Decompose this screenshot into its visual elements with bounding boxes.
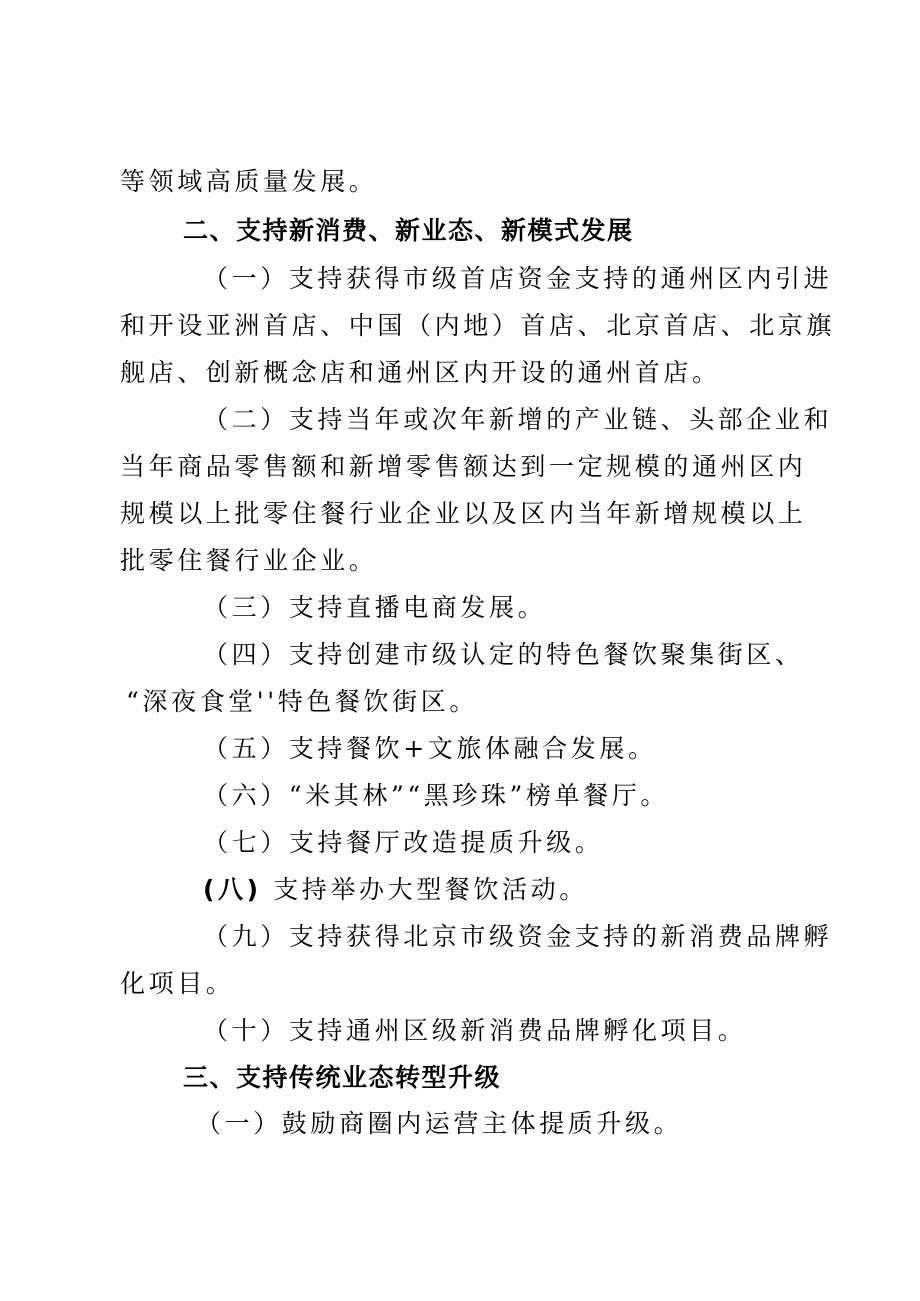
item-1-line-1: （一）支持获得市级首店资金支持的通州区内引进 <box>203 264 833 293</box>
item-2-line-2: 当年商品零售额和新增零售额达到一定规模的通州区内 <box>120 452 807 481</box>
item-9-line-2: 化项目。 <box>120 969 235 998</box>
item-8-text: 支持举办大型餐饮活动。 <box>273 875 588 904</box>
item-6-line-1: （六）“米其林”“黑珍珠”榜单餐厅。 <box>203 781 669 810</box>
item-4-line-1: （四）支持创建市级认定的特色餐饮聚集街区、 <box>203 640 804 669</box>
item-10-line-1: （十）支持通州区级新消费品牌孵化项目。 <box>203 1016 747 1045</box>
item-2-line-3: 规模以上批零住餐行业企业以及区内当年新增规模以上 <box>120 499 807 528</box>
item-3-line-1: （三）支持直播电商发展。 <box>203 593 547 622</box>
item-2-line-1: （二）支持当年或次年新增的产业链、头部企业和 <box>203 405 833 434</box>
item-8-number: (八) <box>203 875 262 904</box>
item-7-line-1: （七）支持餐厅改造提质升级。 <box>203 828 604 857</box>
item-9-line-1: （九）支持获得北京市级资金支持的新消费品牌孵 <box>203 922 833 951</box>
paragraph-continuation: 等领域高质量发展。 <box>120 167 378 196</box>
item-4-line-2: “深夜食堂''特色餐饮街区。 <box>126 687 478 716</box>
item-5-line-1: （五）支持餐饮+文旅体融合发展。 <box>203 734 657 763</box>
section3-item-1-line-1: （一）鼓励商圈内运营主体提质升级。 <box>196 1109 683 1138</box>
item-8-line-1 <box>203 874 588 906</box>
item-2-line-4: 批零住餐行业企业。 <box>120 546 378 575</box>
section-heading-2: 二、支持新消费、新业态、新模式发展 <box>183 216 634 245</box>
item-1-line-3: 舰店、创新概念店和通州区内开设的通州首店。 <box>120 358 721 387</box>
section-heading-3: 三、支持传统业态转型升级 <box>183 1063 502 1092</box>
item-1-line-2: 和开设亚洲首店、中国（内地）首店、北京首店、北京旗 <box>120 311 836 340</box>
